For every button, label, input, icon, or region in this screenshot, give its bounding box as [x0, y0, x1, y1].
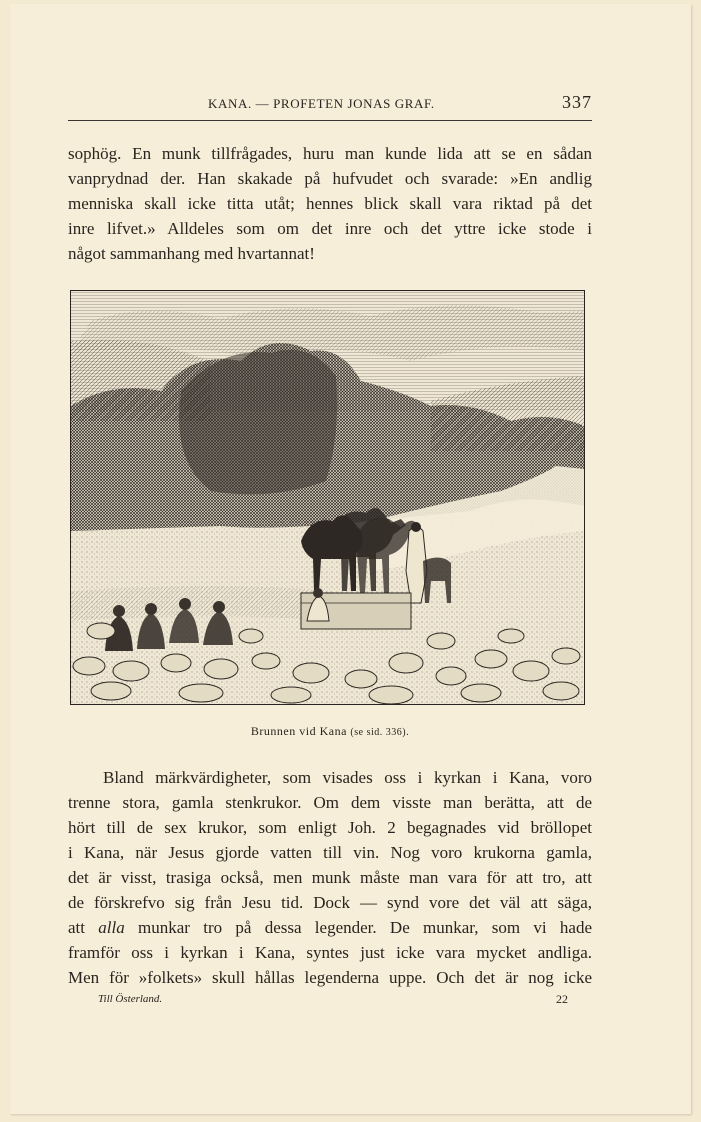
text-line: de förskrefvo sig från Jesu tid. Dock — synd vore det väl att säga, [68, 893, 592, 912]
sheet-number: 22 [556, 992, 568, 1006]
text-line: hört till de sex krukor, som enligt Joh. 2 begagnades vid bröllopet [68, 818, 592, 837]
engraving-illustration [70, 290, 585, 705]
text-line-with-emphasis [68, 915, 592, 940]
page-number: 337 [562, 92, 592, 112]
caption-reference: (se sid. 336). [350, 727, 410, 738]
text-line: vanprydnad der. Han skakade på hufvudet och svarade: »En andlig [68, 169, 592, 188]
figure-caption [68, 724, 592, 739]
signature-mark: Till Österland. [98, 993, 163, 1005]
text-line: det är visst, trasiga också, men munk måste man vara för att tro, att [68, 868, 592, 887]
running-header [68, 92, 592, 114]
text-line: i Kana, när Jesus gjorde vatten till vin. Nog voro krukorna gamla, [68, 843, 592, 862]
text-line: Bland märkvärdigheter, som visades oss i kyrkan i Kana, voro [103, 768, 592, 787]
line-rest: munkar tro på dessa legender. De munkar, som vi hade [138, 918, 592, 937]
text-line: menniska skall icke titta utåt; hennes blick skall vara riktad på det [68, 194, 592, 213]
text-line: framför oss i kyrkan i Kana, syntes just icke vara mycket andliga. [68, 943, 592, 962]
well-at-kana-engraving [71, 291, 584, 704]
emphasized-word: alla [98, 918, 125, 937]
paragraph-1 [68, 141, 592, 266]
header-rule [68, 120, 592, 121]
paragraph-2 [68, 765, 592, 990]
text-line: något sammanhang med hvartannat! [68, 244, 315, 263]
text-line: sophög. En munk tillfrågades, huru man kunde lida att se en sådan [68, 144, 592, 163]
text-line: Men för »folkets» skull hållas legenderna uppe. Och det är nog icke [68, 968, 592, 987]
line-prefix: att [68, 918, 85, 937]
text-line: trenne stora, gamla stenkrukor. Om dem visste man berätta, att de [68, 793, 592, 812]
caption-text: Brunnen vid Kana [250, 724, 347, 738]
running-title: KANA. — PROFETEN JONAS GRAF. [208, 96, 435, 111]
text-line: inre lifvet.» Alldeles som om det inre och det yttre icke stode i [68, 219, 592, 238]
